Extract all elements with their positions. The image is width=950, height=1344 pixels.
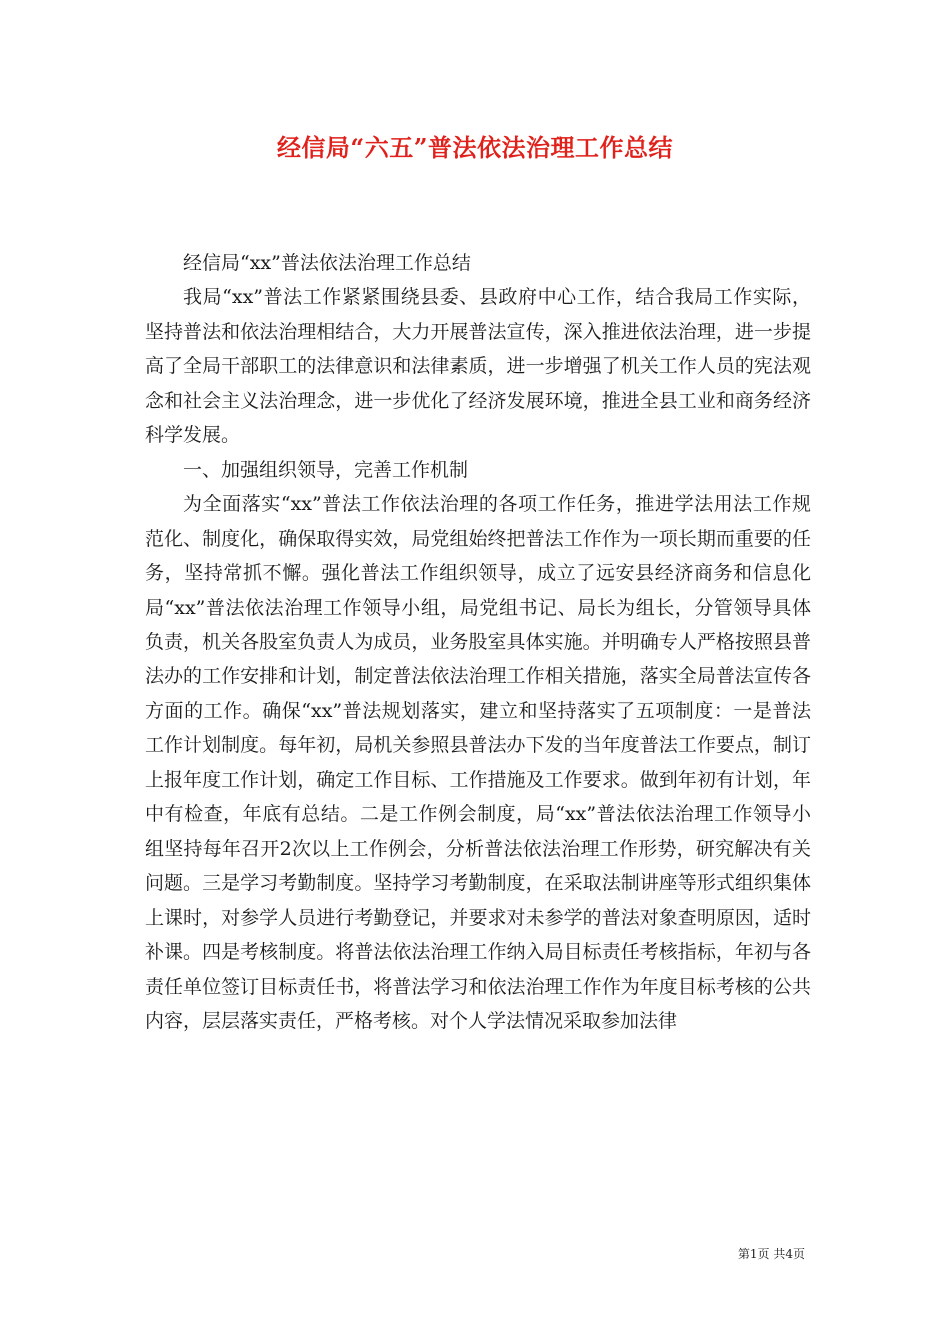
- document-body: [145, 246, 811, 1038]
- section-paragraph: 为全面落实“xx”普法工作依法治理的各项工作任务，推进学法用法工作规范化、制度化，确保取得实效，局党组始终把普法工作作为一项长期而重要的任务，坚持常抓不懈。强化普法工作组织领导，成立了远安县经济商务和信息化局“xx”普法依法治理工作领导小组，局党组书记、局长为组长，分管领导具体负责，机关各股室负责人为成员，业务股室具体实施。并明确专人严格按照县普法办的工作安排和计划，制定普法依法治理工作相关措施，落实全局普法宣传各方面的工作。确保“xx”普法规划落实，建立和坚持落实了五项制度：一是普法工作计划制度。每年初，局机关参照县普法办下发的当年度普法工作要点，制订上报年度工作计划，确定工作目标、工作措施及工作要求。做到年初有计划，年中有检查，年底有总结。二是工作例会制度，局“xx”普法依法治理工作领导小组坚持每年召开2次以上工作例会，分析普法依法治理工作形势，研究解决有关问题。三是学习考勤制度。坚持学习考勤制度，在采取法制讲座等形式组织集体上课时，对参学人员进行考勤登记，并要求对未参学的普法对象查明原因，适时补课。四是考核制度。将普法依法治理工作纳入局目标责任考核指标，年初与各责任单位签订目标责任书，将普法学习和依法治理工作作为年度目标考核的公共内容，层层落实责任，严格考核。对个人学法情况采取参加法律: [145, 493, 811, 1032]
- intro-paragraph: 我局“xx”普法工作紧紧围绕县委、县政府中心工作，结合我局工作实际，坚持普法和依法治理相结合，大力开展普法宣传，深入推进依法治理，进一步提高了全局干部职工的法律意识和法律素质，进一步增强了机关工作人员的宪法观念和社会主义法治理念，进一步优化了经济发展环境，推进全县工业和商务经济科学发展。: [145, 286, 811, 447]
- subtitle-paragraph: 经信局“xx”普法依法治理工作总结: [183, 252, 471, 274]
- section-heading: 一、加强组织领导，完善工作机制: [183, 458, 469, 481]
- page-number: 第1页 共4页: [737, 1247, 805, 1261]
- document-title: 经信局“六五”普法依法治理工作总结: [276, 133, 674, 162]
